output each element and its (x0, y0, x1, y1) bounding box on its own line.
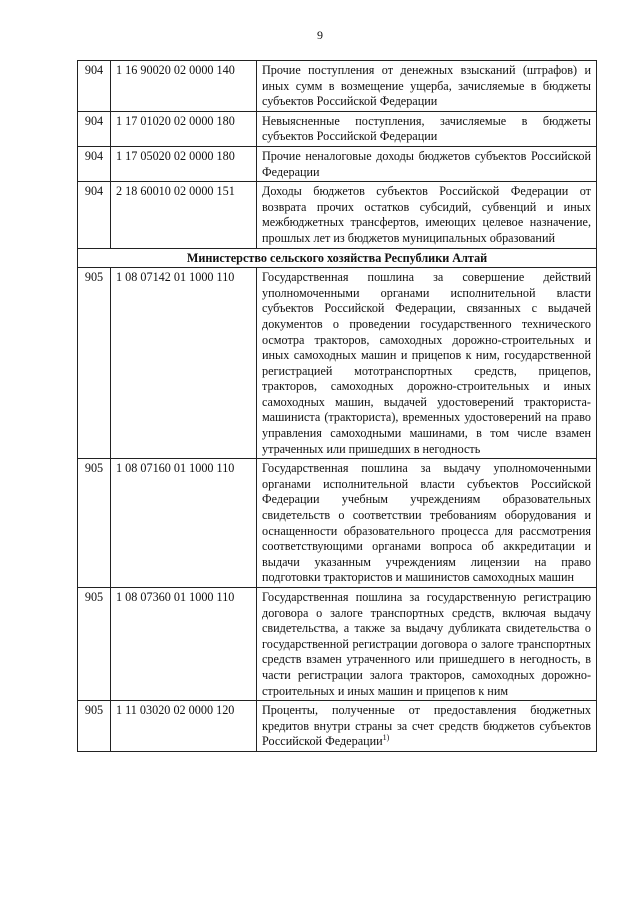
admin-code-cell: 905 (78, 588, 111, 701)
table-row (78, 111, 597, 146)
admin-code-cell: 904 (78, 111, 111, 146)
section-header-row (78, 248, 597, 268)
revenue-code-cell: 2 18 60010 02 0000 151 (111, 182, 257, 248)
description-cell (257, 701, 597, 752)
description-cell: Государственная пошлина за выдачу уполномоченными органами исполнительной власти субъектов Российской Федерации учебным учреждениям образовательных свидетельств о соответствии требованиям оборудования и оснащенности образовательного процесса для рассмотрения соответствующими органами вопроса об аккредитации и выдачи указанным учреждениям лицензии на право подготовки трактористов и машинистов самоходных машин (257, 459, 597, 588)
admin-code-cell: 905 (78, 459, 111, 588)
table-row (78, 146, 597, 181)
description-text: Проценты, полученные от предоставления бюджетных кредитов внутри страны за счет средств бюджетов субъектов Российской Федерации (262, 703, 591, 749)
description-cell: Доходы бюджетов субъектов Российской Федерации от возврата прочих остатков субсидий, субвенций и иных межбюджетных трансфертов, имеющих целевое назначение, прошлых лет из бюджетов муниципальных образований (257, 182, 597, 248)
revenue-code-cell: 1 08 07142 01 1000 110 (111, 268, 257, 459)
description-cell: Прочие поступления от денежных взысканий (штрафов) и иных сумм в возмещение ущерба, зачисляемые в бюджеты субъектов Российской Федерации (257, 61, 597, 112)
description-cell: Прочие неналоговые доходы бюджетов субъектов Российской Федерации (257, 146, 597, 181)
revenue-code-cell: 1 08 07360 01 1000 110 (111, 588, 257, 701)
description-cell: Невыясненные поступления, зачисляемые в бюджеты субъектов Российской Федерации (257, 111, 597, 146)
table-row (78, 268, 597, 459)
table-row (78, 701, 597, 752)
table-row (78, 182, 597, 248)
revenue-code-cell: 1 11 03020 02 0000 120 (111, 701, 257, 752)
admin-code-cell: 905 (78, 701, 111, 752)
footnote-marker: 1) (382, 733, 390, 743)
revenue-code-cell: 1 08 07160 01 1000 110 (111, 459, 257, 588)
admin-code-cell: 904 (78, 146, 111, 181)
revenue-code-cell: 1 17 01020 02 0000 180 (111, 111, 257, 146)
table-row (78, 61, 597, 112)
description-cell: Государственная пошлина за совершение действий уполномоченными органами исполнительной власти субъектов Российской Федерации, связанных с выдачей документов о проведении государственного технического осмотра тракторов, самоходных дорожно-строительных и иных самоходных машин и прицепов к ним, государственной регистрацией мототранспортных средств, прицепов, тракторов, самоходных дорожно-строительных и иных самоходных машин, выдачей удостоверений тракториста-машиниста (тракториста), временных удостоверений на право управления самоходными машинами, в том числе взамен утраченных или пришедших в негодность (257, 268, 597, 459)
revenue-code-cell: 1 17 05020 02 0000 180 (111, 146, 257, 181)
revenue-code-cell: 1 16 90020 02 0000 140 (111, 61, 257, 112)
table-row (78, 459, 597, 588)
description-cell: Государственная пошлина за государственную регистрацию договора о залоге транспортных средств, включая выдачу свидетельства, а также за выдачу дубликата свидетельства о государственной регистрации договора о залоге транспортных средств взамен утраченного или пришедшего в негодность, в части регистрации залога тракторов, самоходных дорожно-строительных и иных машин и прицепов к ним (257, 588, 597, 701)
admin-code-cell: 905 (78, 268, 111, 459)
budget-revenue-table (77, 60, 597, 752)
table-row (78, 588, 597, 701)
admin-code-cell: 904 (78, 61, 111, 112)
section-title: Министерство сельского хозяйства Республики Алтай (78, 248, 597, 268)
page-number: 9 (317, 28, 323, 42)
admin-code-cell: 904 (78, 182, 111, 248)
